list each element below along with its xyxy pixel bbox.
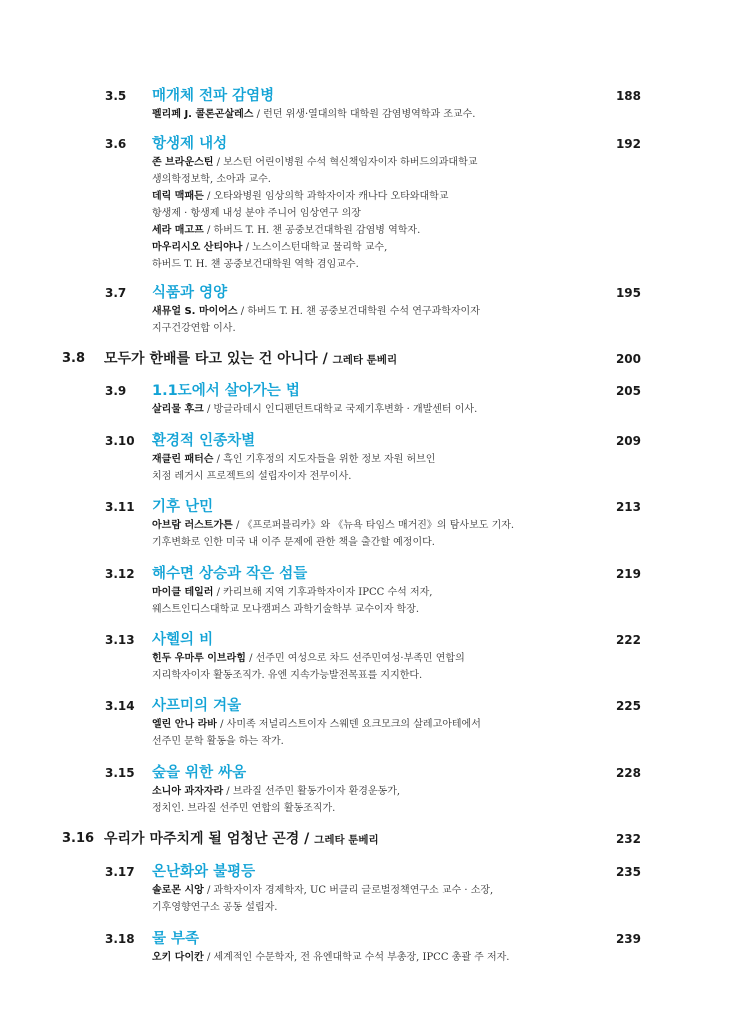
contributor-role: 기후변화로 인한 미국 내 이주 문제에 관한 책을 출간할 예정이다. <box>152 537 435 548</box>
section-author: 그레타 툰베리 <box>314 834 379 846</box>
section-title: 물 부족 <box>152 931 200 947</box>
contributor-name: 소니아 과자자라 <box>152 786 224 797</box>
contributor-role: 생의학정보학, 소아과 교수. <box>152 174 271 185</box>
contributor-name: 마우리시오 산티야나 <box>152 242 243 253</box>
contributor-name: 솔로몬 시앙 <box>152 885 204 896</box>
page-number: 200 <box>615 352 641 366</box>
page-number: 228 <box>615 766 641 780</box>
section-title: 우리가 마주치게 될 엄청난 곤경 / 그레타 툰베리 <box>104 831 379 847</box>
section-number: 3.12 <box>105 567 135 581</box>
page-number: 235 <box>615 865 641 879</box>
description-line <box>152 451 572 468</box>
description-line <box>152 171 572 188</box>
contributor-role: / 흑인 기후정의 지도자들을 위한 정보 자원 허브인 <box>213 454 436 465</box>
section-number: 3.5 <box>105 89 127 103</box>
contributor-description <box>152 451 572 485</box>
description-line <box>152 256 572 273</box>
contributor-role: / 세계적인 수문학자, 전 유엔대학교 수석 부총장, IPCC 총괄 주 저자. <box>203 952 510 963</box>
section-title: 1.1도에서 살아가는 법 <box>152 383 300 399</box>
description-line <box>152 733 572 750</box>
contributor-role: 항생제 · 항생제 내성 분야 주니어 임상연구 의장 <box>152 208 361 219</box>
contributor-name: 세라 매고프 <box>152 225 204 236</box>
page-number: 219 <box>615 567 641 581</box>
description-line <box>152 320 572 337</box>
section-number: 3.14 <box>105 699 135 713</box>
contributor-name: 아브람 러스트가튼 <box>152 520 233 531</box>
section-title: 해수면 상승과 작은 섬들 <box>152 566 308 582</box>
description-line <box>152 468 572 485</box>
contributor-role: / 방글라데시 인디펜던트대학교 국제기후변화 · 개발센터 이사. <box>203 404 478 415</box>
description-line <box>152 882 572 899</box>
description-line <box>152 154 572 171</box>
contributor-description <box>152 716 572 750</box>
contributor-role: / 노스이스턴대학교 물리학 교수, <box>242 242 388 253</box>
section-title: 숲을 위한 싸움 <box>152 765 247 781</box>
page-number: 192 <box>615 137 641 151</box>
description-line <box>152 650 572 667</box>
section-title: 사헬의 비 <box>152 632 214 648</box>
contributor-role: / 과학자이자 경제학자, UC 버클리 글로벌정책연구소 교수 · 소장, <box>203 885 494 896</box>
page-number: 213 <box>615 500 641 514</box>
contributor-role: 하버드 T. H. 챈 공중보건대학원 역학 겸임교수. <box>152 259 359 270</box>
contributor-role: 기후영향연구소 공동 설립자. <box>152 902 278 913</box>
section-number: 3.16 <box>62 831 95 846</box>
description-line <box>152 716 572 733</box>
section-number: 3.13 <box>105 633 135 647</box>
contributor-description <box>152 949 572 966</box>
section-title: 기후 난민 <box>152 499 214 515</box>
description-line <box>152 584 572 601</box>
page-number: 222 <box>615 633 641 647</box>
section-title: 매개체 전파 감염병 <box>152 88 275 104</box>
contributor-description <box>152 882 572 916</box>
contributor-name: 엘린 안나 라바 <box>152 719 217 730</box>
contributor-description <box>152 650 572 684</box>
description-line <box>152 222 572 239</box>
contributor-name: 살리물 후크 <box>152 404 204 415</box>
contributor-name: 존 브라운스틴 <box>152 157 214 168</box>
contributor-description <box>152 154 572 273</box>
contributor-description <box>152 303 572 337</box>
page-number: 205 <box>615 384 641 398</box>
description-line <box>152 401 572 418</box>
description-line <box>152 667 572 684</box>
page-number: 225 <box>615 699 641 713</box>
contributor-role: / 카리브해 지역 기후과학자이자 IPCC 수석 저자, <box>213 587 433 598</box>
contributor-name: 힌두 우마루 이브라힘 <box>152 653 246 664</box>
description-line <box>152 899 572 916</box>
description-line <box>152 106 572 123</box>
contributor-name: 재클린 패터슨 <box>152 454 214 465</box>
description-line <box>152 188 572 205</box>
contributor-description <box>152 106 572 123</box>
section-number: 3.6 <box>105 137 127 151</box>
contributor-name: 마이클 테일러 <box>152 587 214 598</box>
contributor-role: / 보스턴 어린이병원 수석 혁신책임자이자 하버드의과대학교 <box>213 157 478 168</box>
section-number: 3.15 <box>105 766 135 780</box>
section-title: 온난화와 불평등 <box>152 864 256 880</box>
section-title: 환경적 인종차별 <box>152 433 256 449</box>
page-number: 188 <box>615 89 641 103</box>
section-title: 식품과 영양 <box>152 285 228 301</box>
section-title: 모두가 한배를 타고 있는 건 아니다 / 그레타 툰베리 <box>104 351 398 367</box>
contributor-role: 지리학자이자 활동조직가. 유엔 지속가능발전목표를 지지한다. <box>152 670 423 681</box>
description-line <box>152 239 572 256</box>
contributor-role: 정치인. 브라질 선주민 연합의 활동조직가. <box>152 803 336 814</box>
contributor-role: / 《프로퍼블리카》와 《뉴욕 타임스 매거진》의 탐사보도 기자. <box>232 520 515 531</box>
contributor-role: / 선주민 여성으로 차드 선주민여성·부족민 연합의 <box>245 653 465 664</box>
section-author: 그레타 툰베리 <box>332 354 398 366</box>
contributor-role: / 오타와병원 임상의학 과학자이자 캐나다 오타와대학교 <box>203 191 449 202</box>
description-line <box>152 601 572 618</box>
contributor-role: / 런던 위생·열대의학 대학원 감염병역학과 조교수. <box>253 109 476 120</box>
section-number: 3.10 <box>105 434 135 448</box>
contributor-role: / 하버드 T. H. 챈 공중보건대학원 감염병 역학자. <box>203 225 421 236</box>
section-number: 3.8 <box>62 351 86 366</box>
section-number: 3.17 <box>105 865 135 879</box>
contributor-role: / 하버드 T. H. 챈 공중보건대학원 수석 연구과학자이자 <box>237 306 480 317</box>
contributor-name: 오키 다이칸 <box>152 952 204 963</box>
page-number: 195 <box>615 286 641 300</box>
page-number: 239 <box>615 932 641 946</box>
contributor-description <box>152 517 572 551</box>
section-number: 3.18 <box>105 932 135 946</box>
contributor-role: / 브라질 선주민 활동가이자 환경운동가, <box>223 786 401 797</box>
description-line <box>152 800 572 817</box>
description-line <box>152 205 572 222</box>
contributor-description <box>152 783 572 817</box>
contributor-description <box>152 584 572 618</box>
description-line <box>152 303 572 320</box>
contributor-name: 펠리페 J. 콜론곤살레스 <box>152 109 254 120</box>
contributor-role: 지구건강연합 이사. <box>152 323 236 334</box>
page-number: 232 <box>615 832 641 846</box>
section-title: 사프미의 겨울 <box>152 698 242 714</box>
description-line <box>152 534 572 551</box>
description-line <box>152 517 572 534</box>
contributor-role: 선주민 문학 활동을 하는 작가. <box>152 736 284 747</box>
description-line <box>152 783 572 800</box>
contributor-description <box>152 401 572 418</box>
contributor-name: 새뮤얼 S. 마이어스 <box>152 306 238 317</box>
section-number: 3.11 <box>105 500 135 514</box>
contributor-role: 치점 레거시 프로젝트의 설립자이자 전무이사. <box>152 471 352 482</box>
section-number: 3.7 <box>105 286 127 300</box>
contributor-role: / 사미족 저널리스트이자 스웨덴 요크모크의 살레고아테에서 <box>216 719 481 730</box>
contributor-name: 데릭 맥패든 <box>152 191 204 202</box>
contributor-role: 웨스트인디스대학교 모나캠퍼스 과학기술학부 교수이자 학장. <box>152 604 420 615</box>
section-number: 3.9 <box>105 384 127 398</box>
description-line <box>152 949 572 966</box>
section-title: 항생제 내성 <box>152 136 228 152</box>
page-number: 209 <box>615 434 641 448</box>
